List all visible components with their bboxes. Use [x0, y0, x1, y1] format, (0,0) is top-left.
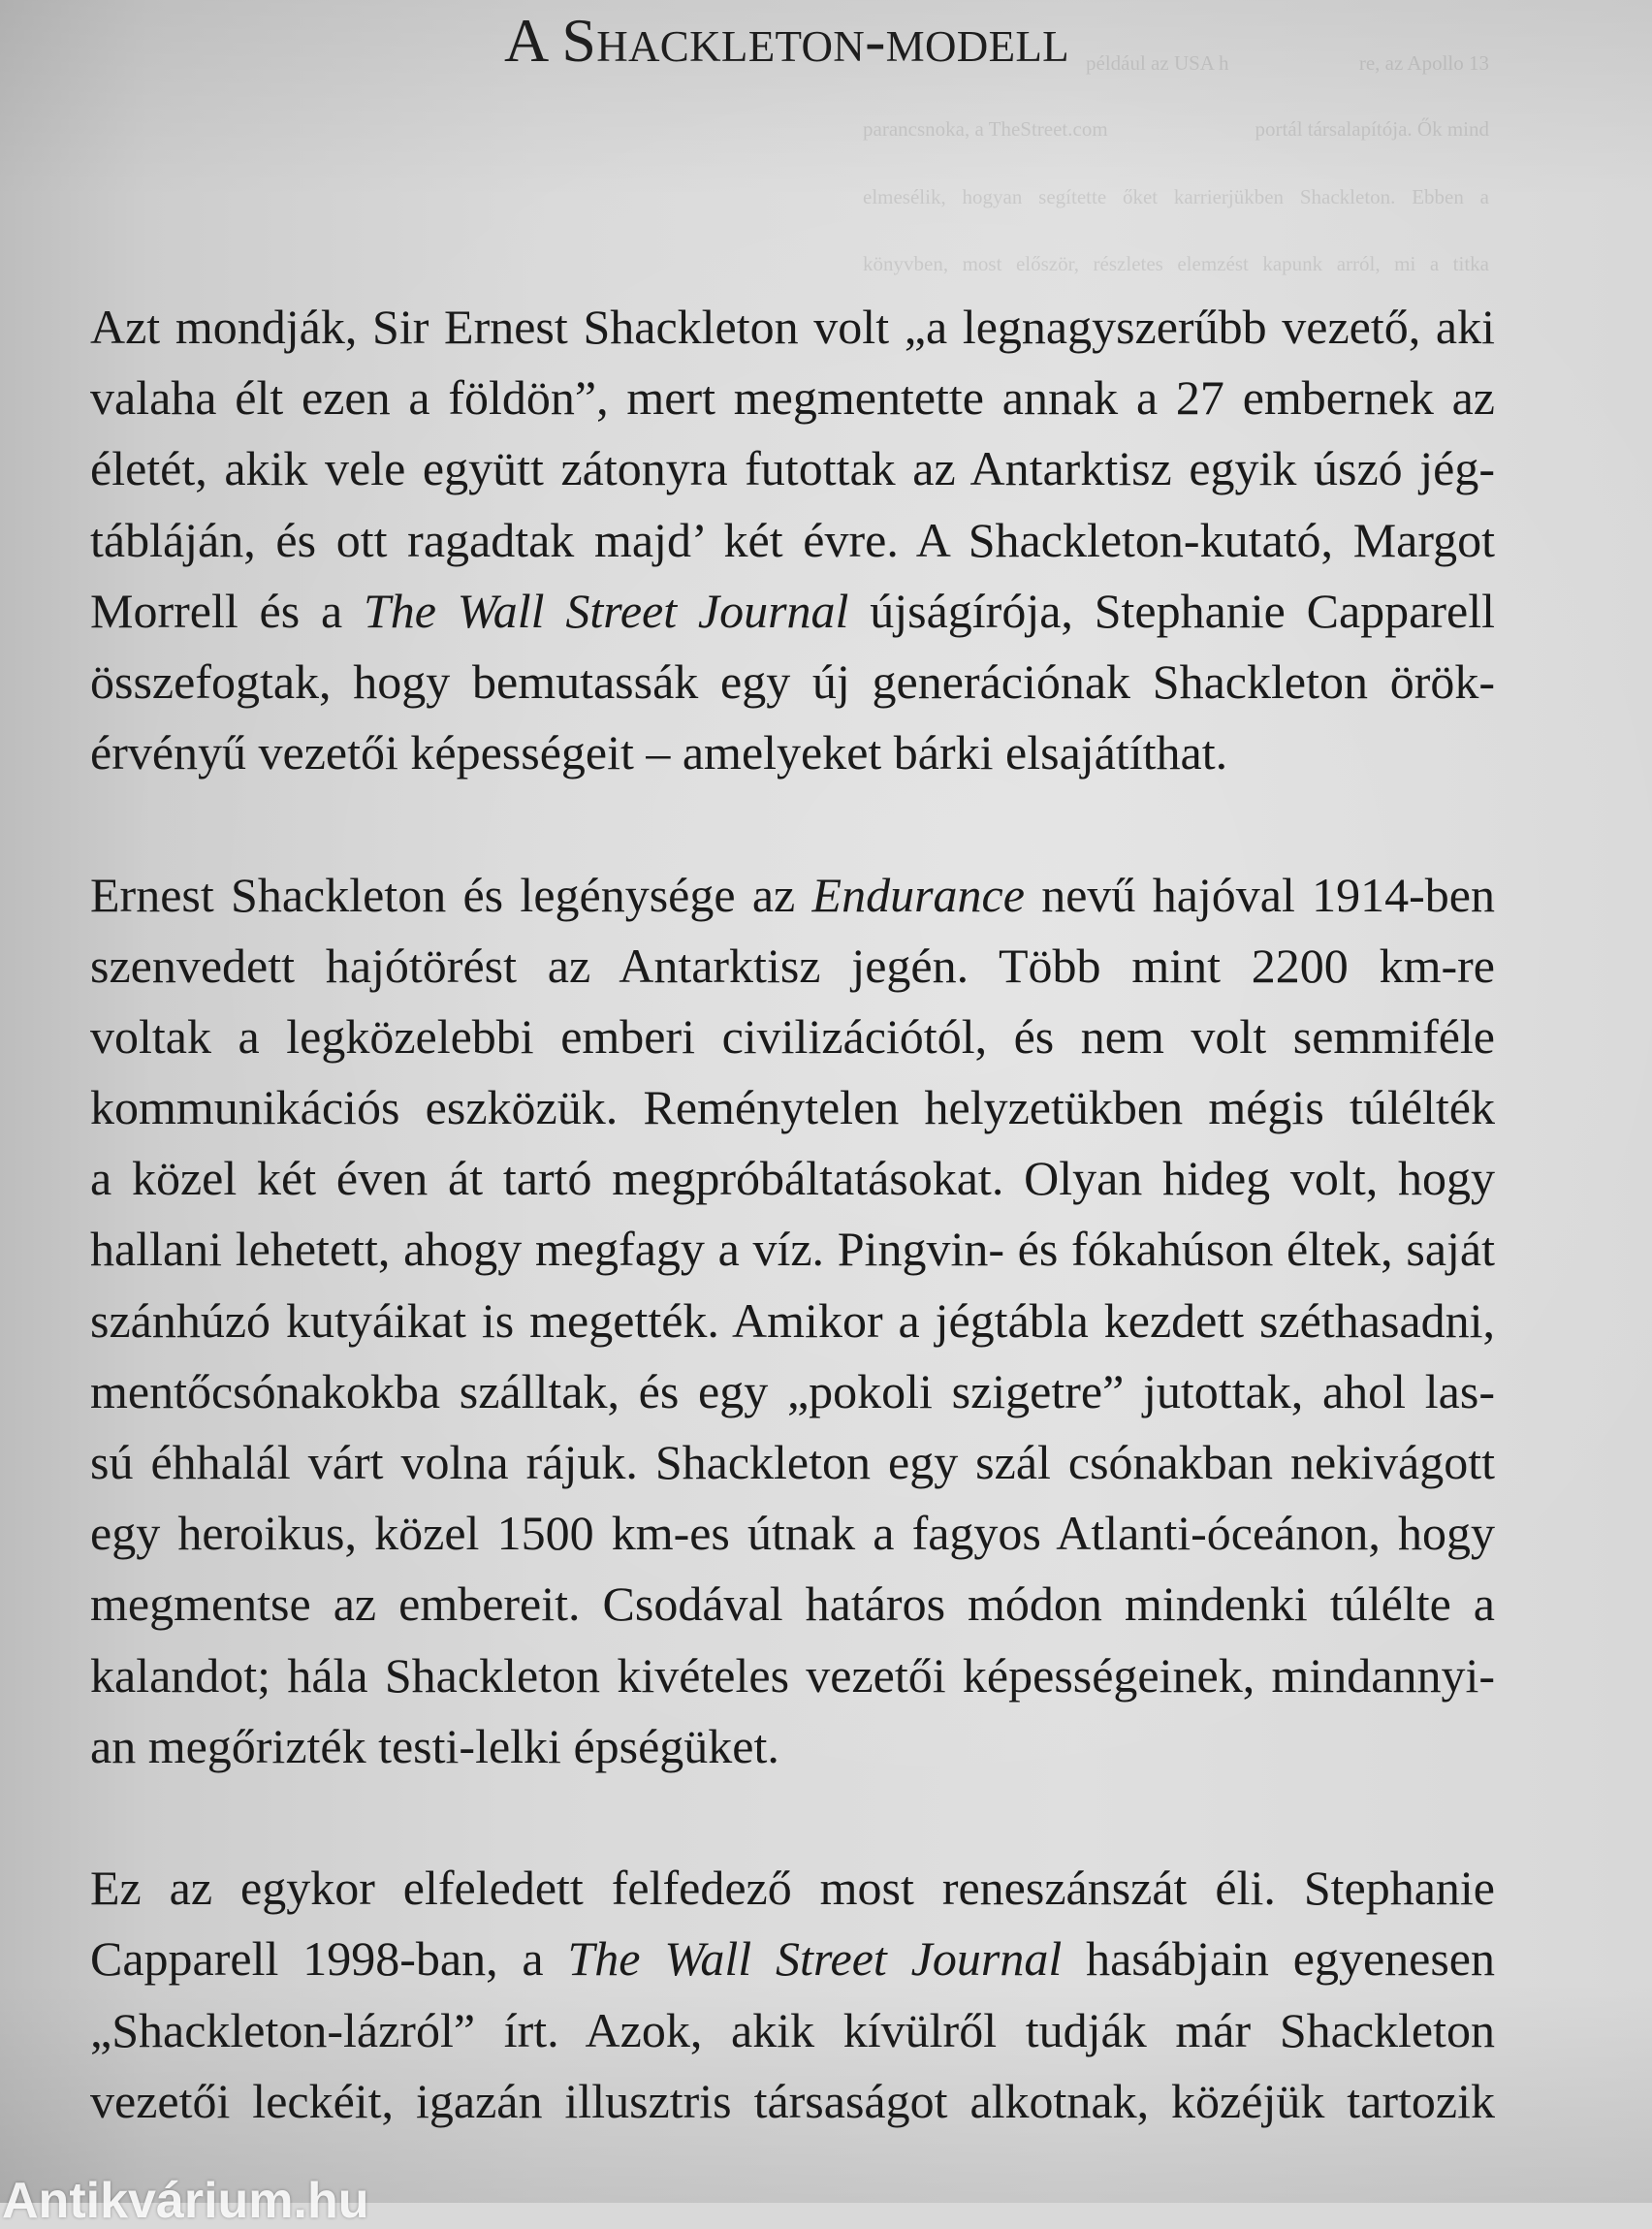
text-run: kalandot; hála Shackleton kivételes vezetői képességeinek, mindannyi-	[90, 1647, 1495, 1703]
text-run: Azt mondják, Sir Ernest Shackleton volt „a legnagyszerűbb vezető, aki	[90, 300, 1495, 354]
show-through-fragment: például az USA h	[1086, 51, 1229, 75]
show-through-line	[863, 114, 1489, 143]
text-run: érvényű vezetői képességeit – amelyeket bárki elsajátíthat.	[90, 725, 1228, 780]
text-line	[90, 1072, 1495, 1143]
text-run: egy heroikus, közel 1500 km-es útnak a fagyos Atlanti-óceánon, hogy	[90, 1506, 1495, 1561]
show-through-line	[863, 249, 1489, 278]
page-title: A Shackleton-modell	[504, 6, 1069, 75]
text-line	[90, 292, 1495, 363]
show-through-fragment: elmesélik, hogyan segítette őket karrierjükben Shackleton. Ebben a	[863, 185, 1489, 208]
watermark	[2, 2173, 374, 2229]
text-run: szánhúzó kutyáikat is megették. Amikor a jégtábla kezdett széthasadni,	[90, 1292, 1495, 1348]
body-text	[90, 292, 1495, 2137]
paragraph	[90, 1853, 1495, 2137]
show-through-fragment: parancsnoka, a TheStreet.com	[863, 117, 1108, 141]
text-line	[90, 1286, 1495, 1356]
text-line	[90, 1569, 1495, 1640]
text-line	[90, 647, 1495, 717]
text-line	[90, 717, 1495, 788]
watermark-text: Antikvárium.hu	[2, 2173, 369, 2229]
text-run: Ez az egykor elfeledett felfedező most reneszánszát éli. Stephanie	[90, 1861, 1495, 1916]
paragraph	[90, 292, 1495, 788]
text-line	[90, 1143, 1495, 1214]
text-line	[90, 1853, 1495, 1924]
italic-text-run: The Wall Street Journal	[363, 583, 849, 638]
text-run: összefogtak, hogy bemutassák egy új generációnak Shackleton örök-	[90, 653, 1495, 709]
text-line	[90, 860, 1495, 931]
italic-text-run: The Wall Street Journal	[567, 1931, 1063, 1987]
text-run: sú éhhalál várt volna rájuk. Shackleton egy szál csónakban nekivágott	[90, 1435, 1495, 1489]
text-line	[90, 1924, 1495, 1994]
text-run: an megőrizték testi-lelki épségüket.	[90, 1718, 779, 1773]
text-run: megmentse az embereit. Csodával határos módon mindenki túlélte a	[90, 1576, 1495, 1632]
text-run: valaha élt ezen a földön”, mert megmentette annak a 27 embernek az	[90, 370, 1495, 426]
text-line	[90, 1640, 1495, 1711]
text-line	[90, 1356, 1495, 1427]
text-line	[90, 1498, 1495, 1569]
text-run: kommunikációs eszközük. Reménytelen helyzetükben mégis túlélték	[90, 1080, 1495, 1135]
text-run: Ernest Shackleton és legénysége az	[90, 867, 812, 922]
text-line	[90, 433, 1495, 504]
text-line	[90, 505, 1495, 576]
text-line	[90, 1002, 1495, 1072]
text-line	[90, 1995, 1495, 2066]
text-run: életét, akik vele együtt zátonyra futottak az Antarktisz egyik úszó jég-	[90, 441, 1495, 496]
text-run: nevű hajóval 1914-ben	[1024, 867, 1496, 922]
show-through-line	[863, 182, 1489, 211]
text-run: hasábjain egyenesen	[1062, 1931, 1496, 1987]
text-line	[90, 2066, 1495, 2137]
show-through-fragment: portál társalapítója. Ők mind	[1255, 117, 1489, 141]
text-run: „Shackleton-lázról” írt. Azok, akik kívülről tudják már Shackleton	[90, 2002, 1495, 2057]
show-through-fragment: re, az Apollo 13	[1358, 51, 1489, 75]
text-run: tábláján, és ott ragadtak majd’ két évre. A Shackleton-kutató, Margot	[90, 512, 1495, 567]
text-run: szenvedett hajótörést az Antarktisz jegén. Több mint 2200 km-re	[90, 938, 1495, 993]
text-line	[90, 931, 1495, 1002]
italic-text-run: Endurance	[811, 867, 1025, 922]
text-run: újságírója, Stephanie Capparell	[848, 583, 1496, 638]
text-line	[90, 363, 1495, 433]
text-line	[90, 576, 1495, 647]
text-run: Capparell 1998-ban, a	[90, 1931, 568, 1987]
text-run: hallani lehetett, ahogy megfagy a víz. Pingvin- és fókahúson éltek, saját	[90, 1222, 1495, 1277]
text-run: a közel két éven át tartó megpróbáltatásokat. Olyan hideg volt, hogy	[90, 1151, 1495, 1206]
text-run: mentőcsónakokba szálltak, és egy „pokoli szigetre” jutottak, ahol las-	[90, 1363, 1495, 1418]
text-run: vezetői leckéit, igazán illusztris társaságot alkotnak, közéjük tartozik	[90, 2073, 1495, 2128]
text-line	[90, 1214, 1495, 1285]
text-line	[90, 1427, 1495, 1498]
text-line	[90, 1711, 1495, 1782]
text-run: voltak a legközelebbi emberi civilizációtól, és nem volt semmiféle	[90, 1008, 1495, 1064]
text-run: Morrell és a	[90, 583, 364, 638]
show-through-fragment: könyvben, most először, részletes elemzést kapunk arról, mi a titka	[863, 252, 1489, 275]
paragraph	[90, 860, 1495, 1782]
